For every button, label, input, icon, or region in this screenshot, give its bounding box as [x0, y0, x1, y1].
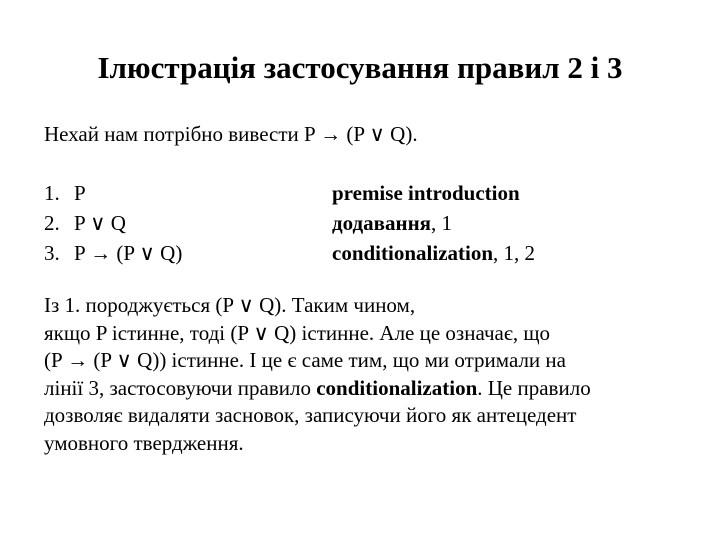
step-formula: P [74, 181, 86, 205]
step-formula: P ∨ Q [74, 211, 126, 235]
explanation-rule-name: conditionalization [316, 375, 478, 400]
explanation-line: (P → (P ∨ Q)) істинне. І це є саме тим, що ми отримали на [44, 348, 566, 372]
intro-text: Нехай нам потрібно вивести P → (P ∨ Q). [44, 122, 418, 146]
step-number: 3. [44, 241, 60, 265]
explanation-line: Із 1. породжується (P ∨ Q). Таким чином, [44, 293, 416, 317]
step-rule: додавання [332, 211, 432, 235]
explanation-text: лінії 3, застосовуючи правило [44, 375, 317, 400]
step-number: 2. [44, 211, 60, 235]
derivation-step [44, 208, 684, 238]
step-justification [332, 178, 684, 208]
step-number: 1. [44, 181, 60, 205]
slide-title: Ілюстрація застосування правил 2 і 3 [97, 50, 623, 85]
explanation-text: . Це правило [477, 375, 591, 400]
step-formula: P → (P ∨ Q) [74, 241, 183, 265]
step-rule: conditionalization [332, 241, 494, 265]
explanation-paragraph [44, 292, 591, 457]
step-refs: , 1 [431, 211, 453, 235]
step-refs: , 1, 2 [493, 241, 536, 265]
derivation-step [44, 238, 684, 268]
step-justification [332, 238, 684, 268]
derivation-steps [44, 178, 684, 268]
explanation-line: дозволяє видаляти засновок, записуючи його як антецедент [44, 403, 577, 427]
step-rule: premise introduction [332, 181, 520, 205]
explanation-line: умовного твердження. [44, 430, 244, 455]
explanation-line: якщо P істинне, тоді (P ∨ Q) істинне. Але це означає, що [44, 320, 551, 345]
step-justification [332, 208, 684, 238]
explanation-line [44, 375, 591, 403]
derivation-step [44, 178, 684, 208]
